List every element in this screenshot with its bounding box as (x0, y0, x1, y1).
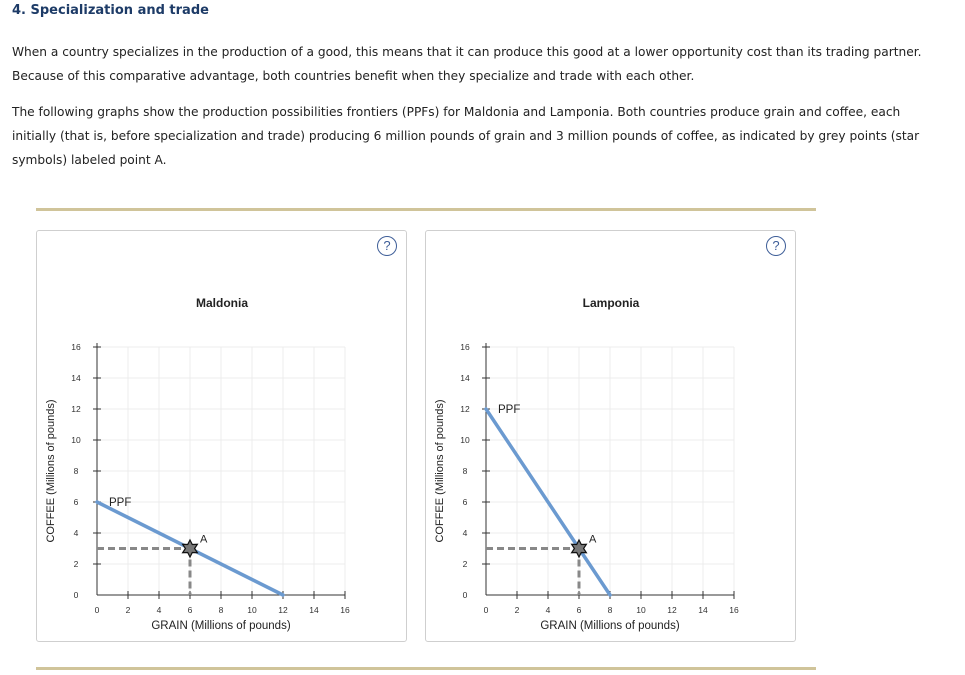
help-icon[interactable]: ? (766, 236, 786, 256)
y-axis-label: COFFEE (Millions of pounds) (45, 399, 57, 543)
x-tick-label: 0 (94, 605, 100, 615)
y-tick-label: 14 (460, 373, 470, 383)
y-tick-label: 12 (460, 404, 470, 414)
help-icon[interactable]: ? (377, 236, 397, 256)
maldonia-chart (37, 231, 406, 641)
bottom-divider (36, 667, 816, 670)
ppf-label: PPF (109, 497, 132, 509)
x-axis-label: GRAIN (Millions of pounds) (151, 620, 291, 632)
x-tick-label: 2 (125, 605, 131, 615)
y-tick-label: 6 (73, 497, 79, 507)
y-axis-label: COFFEE (Millions of pounds) (434, 399, 446, 543)
maldonia-graph-panel (36, 230, 407, 642)
point-a-label: A (589, 533, 597, 546)
x-tick-label: 6 (576, 605, 582, 615)
y-tick-label: 2 (462, 559, 468, 569)
y-tick-label: 14 (71, 373, 81, 383)
y-tick-label: 12 (71, 404, 81, 414)
graphs-description: The following graphs show the production possibilities frontiers (PPFs) for Maldonia and Lamponia. Both countries produce grain and coffee, each initially (that is, before specialization and trade) producing 6 million pounds of grain and 3 million pounds of coffee, as indicated by grey points (star symbols) labeled point A. (12, 105, 920, 167)
section-title: 4. Specialization and trade (12, 3, 209, 18)
x-tick-label: 4 (545, 605, 551, 615)
x-tick-label: 14 (309, 605, 319, 615)
x-tick-label: 8 (218, 605, 224, 615)
y-tick-label: 0 (73, 590, 79, 600)
y-tick-label: 2 (73, 559, 79, 569)
y-tick-label: 6 (462, 497, 468, 507)
x-tick-label: 4 (156, 605, 162, 615)
y-tick-label: 10 (71, 435, 81, 445)
y-tick-label: 8 (73, 466, 79, 476)
x-tick-label: 8 (607, 605, 613, 615)
point-a-label: A (200, 533, 208, 546)
chart-title: Maldonia (195, 296, 249, 310)
y-tick-label: 10 (460, 435, 470, 445)
x-tick-label: 10 (636, 605, 646, 615)
x-tick-label: 0 (483, 605, 489, 615)
x-tick-label: 12 (278, 605, 288, 615)
x-axis-label: GRAIN (Millions of pounds) (540, 620, 680, 632)
top-divider (36, 208, 816, 211)
chart-title: Lamponia (582, 296, 640, 310)
y-tick-label: 4 (73, 528, 79, 538)
ppf-label: PPF (498, 404, 521, 416)
x-tick-label: 16 (729, 605, 739, 615)
point-a-star-marker (183, 540, 198, 557)
y-tick-label: 4 (462, 528, 468, 538)
x-tick-label: 10 (247, 605, 257, 615)
lamponia-chart (426, 231, 795, 641)
y-tick-label: 16 (460, 342, 470, 352)
lamponia-graph-panel (425, 230, 796, 642)
y-tick-label: 0 (462, 590, 468, 600)
intro-paragraph: When a country specializes in the production of a good, this means that it can produce this good at a lower opportunity cost than its trading partner. Because of this comparative advantage, both countries benefit when they specialize and trade with each other. (12, 45, 922, 83)
x-tick-label: 12 (667, 605, 677, 615)
x-tick-label: 16 (340, 605, 350, 615)
y-tick-label: 16 (71, 342, 81, 352)
x-tick-label: 14 (698, 605, 708, 615)
x-tick-label: 2 (514, 605, 520, 615)
y-tick-label: 8 (462, 466, 468, 476)
x-tick-label: 6 (187, 605, 193, 615)
